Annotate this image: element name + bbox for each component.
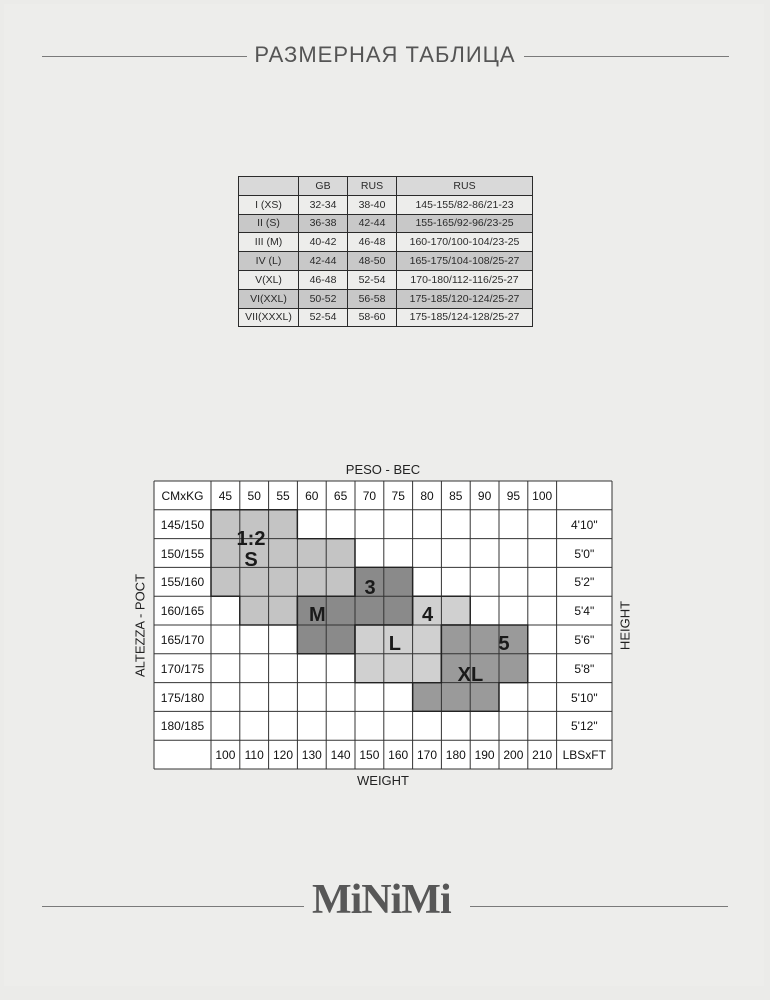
size-table-cell: 50-52 <box>299 289 348 308</box>
size-table-cell: 52-54 <box>299 308 348 327</box>
lbs-tick-label: 180 <box>445 748 466 763</box>
ft-tick-label: 5'2" <box>574 575 595 590</box>
ft-tick-label: 5'0" <box>574 546 595 561</box>
lbs-tick-label: 210 <box>532 748 553 763</box>
cm-tick-label: 175/180 <box>160 690 205 705</box>
kg-tick-label: 45 <box>218 489 233 503</box>
lbs-tick-label: 140 <box>330 748 351 763</box>
zone-xl-number: 5 <box>498 633 510 655</box>
corner-bottom-cell: LBSxFT <box>562 748 606 763</box>
kg-tick-label: 70 <box>362 489 377 503</box>
kg-tick-label: 55 <box>276 489 290 503</box>
lbs-tick-label: 120 <box>272 748 293 763</box>
size-table-header-cell: GB <box>299 177 348 196</box>
chart-left-label: ALTEZZA - POCT <box>132 573 148 678</box>
chart-right-label: HEIGHT <box>617 600 633 651</box>
size-table-cell: 46-48 <box>299 270 348 289</box>
kg-tick-label: 85 <box>449 489 463 503</box>
cm-tick-label: 165/170 <box>160 633 205 647</box>
zone-m-number: 3 <box>364 577 376 600</box>
kg-tick-label: 90 <box>477 489 492 503</box>
ft-tick-label: 5'8" <box>574 661 595 676</box>
lbs-tick-label: 200 <box>503 748 524 763</box>
size-table-cell: 58-60 <box>348 308 397 327</box>
ft-tick-label: 5'6" <box>574 633 595 647</box>
size-table-header-cell: RUS <box>348 177 397 196</box>
footer-line-left <box>42 906 304 907</box>
lbs-tick-label: 170 <box>416 748 437 763</box>
brand-logo: MiNiMi <box>312 877 451 923</box>
lbs-tick-label: 130 <box>301 748 322 763</box>
size-table-cell: 52-54 <box>348 270 397 289</box>
size-table-cell: VII(XXXL) <box>239 308 299 327</box>
size-table-cell: 160-170/100-104/23-25 <box>397 233 533 252</box>
size-table-cell: 48-50 <box>348 252 397 271</box>
cm-tick-label: 180/185 <box>160 719 205 734</box>
cm-tick-label: 170/175 <box>160 661 205 676</box>
size-table-cell: 145-155/82-86/21-23 <box>397 195 533 214</box>
size-table-cell: 175-185/120-124/25-27 <box>397 289 533 308</box>
lbs-tick-label: 190 <box>474 748 495 763</box>
ft-tick-label: 5'10" <box>571 690 598 705</box>
kg-tick-label: 65 <box>333 489 348 503</box>
chart-top-label: PESO - BEC <box>345 462 421 477</box>
cm-tick-label: 150/155 <box>160 546 205 561</box>
zone-l-size: L <box>388 633 401 655</box>
kg-tick-label: 100 <box>532 489 553 503</box>
footer-line-right <box>470 906 728 907</box>
ft-tick-label: 4'10" <box>571 517 598 532</box>
size-table-cell: 40-42 <box>299 233 348 252</box>
size-table-cell: 175-185/124-128/25-27 <box>397 308 533 327</box>
size-table-cell: 42-44 <box>348 214 397 233</box>
size-table-cell: I (XS) <box>239 195 299 214</box>
ft-tick-label: 5'4" <box>574 604 595 619</box>
cm-tick-label: 145/150 <box>160 517 205 532</box>
zone-xl-size: XL <box>457 663 484 686</box>
size-table-cell: IV (L) <box>239 252 299 271</box>
size-table-cell: 42-44 <box>299 252 348 271</box>
zone-s-size: S <box>244 548 258 571</box>
size-table-cell: V(XL) <box>239 270 299 289</box>
lbs-tick-label: 100 <box>215 748 236 763</box>
kg-tick-label: 50 <box>247 489 261 503</box>
zone-l-number: 4 <box>422 604 434 627</box>
kg-tick-label: 95 <box>506 489 521 503</box>
size-table-cell: VI(XXL) <box>239 289 299 308</box>
zone-s-number: 1:2 <box>236 527 266 550</box>
cm-tick-label: 155/160 <box>160 575 205 590</box>
size-table-cell: II (S) <box>239 214 299 233</box>
size-table-cell: III (M) <box>239 233 299 252</box>
lbs-tick-label: 150 <box>359 748 380 763</box>
chart-bottom-label: WEIGHT <box>357 773 409 788</box>
kg-tick-label: 80 <box>420 489 434 503</box>
size-table-cell: 46-48 <box>348 233 397 252</box>
cm-tick-label: 160/165 <box>160 604 205 619</box>
size-table-cell: 36-38 <box>299 214 348 233</box>
size-table-cell: 170-180/112-116/25-27 <box>397 270 533 289</box>
lbs-tick-label: 160 <box>388 748 409 763</box>
size-table-cell: 56-58 <box>348 289 397 308</box>
page-title: РАЗМЕРНАЯ ТАБЛИЦА <box>254 42 516 67</box>
size-table-cell: 165-175/104-108/25-27 <box>397 252 533 271</box>
lbs-tick-label: 110 <box>244 748 264 763</box>
size-table-cell: 155-165/92-96/23-25 <box>397 214 533 233</box>
size-table-cell: 38-40 <box>348 195 397 214</box>
kg-tick-label: 60 <box>305 489 319 503</box>
corner-top-cell: CMxKG <box>161 489 204 503</box>
size-table-cell: 32-34 <box>299 195 348 214</box>
zone-m-size: M <box>309 604 326 627</box>
size-table-header-cell: RUS <box>397 177 533 196</box>
kg-tick-label: 75 <box>391 489 405 503</box>
ft-tick-label: 5'12" <box>571 719 598 734</box>
